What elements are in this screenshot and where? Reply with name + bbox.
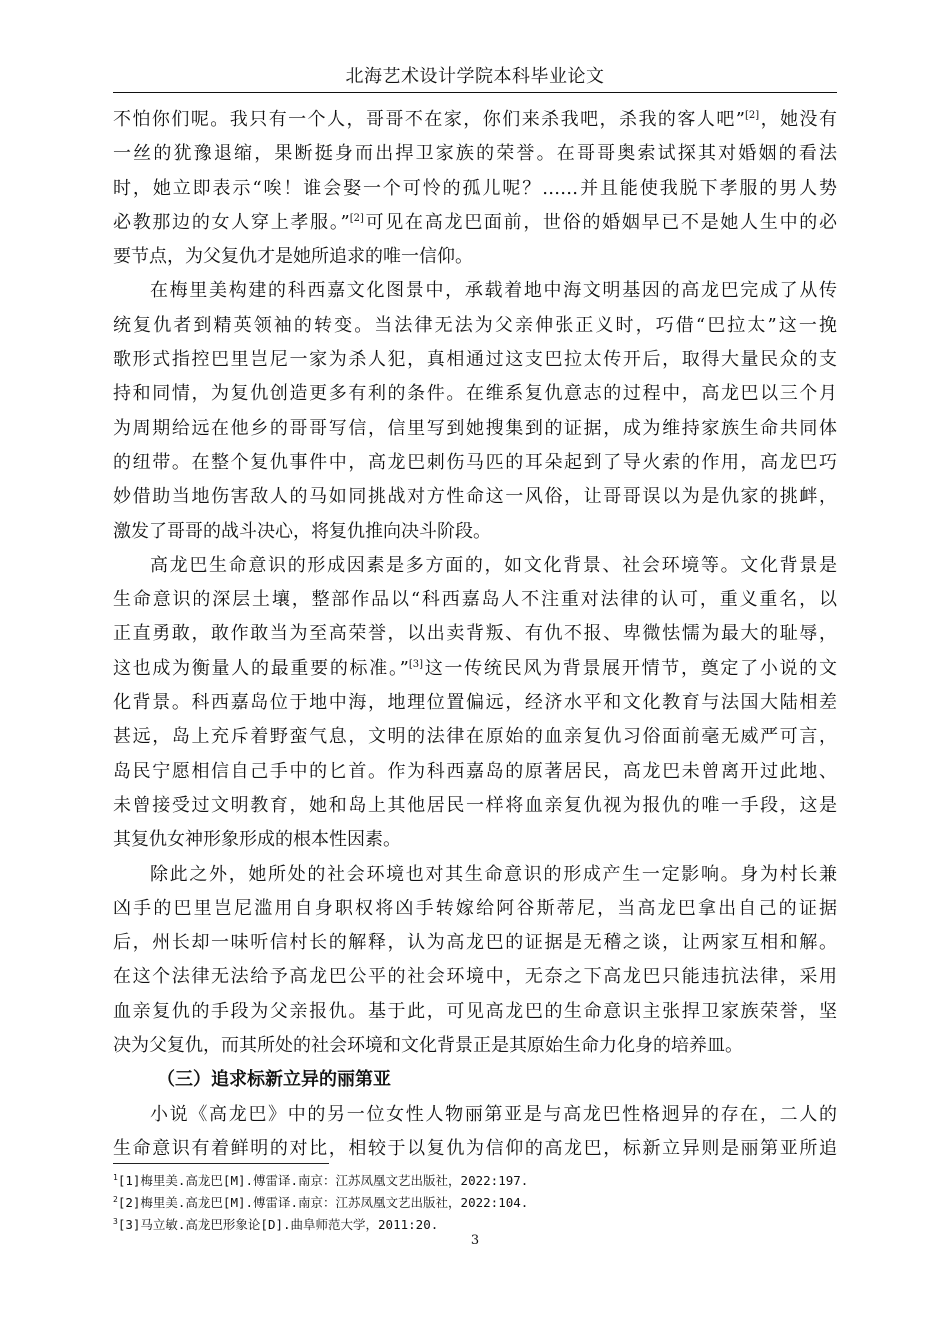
page-header-title: 北海艺术设计学院本科毕业论文	[345, 66, 605, 87]
footnote: $^3$[3]马立敏.高龙巴形象论[D].曲阜师范大学，2011:20.	[113, 1217, 439, 1232]
text-line: 必教那边的女人穿上孝服。”[2]可见在高龙巴面前，世俗的婚姻早已不是她人生中的必	[113, 211, 837, 233]
text-line: 为周期给远在他乡的哥哥写信，信里写到她搜集到的证据，成为维持家族生命共同体	[113, 417, 837, 439]
text-line: 血亲复仇的手段为父亲报仇。基于此，可见高龙巴的生命意识主张捍卫家族荣誉，坚	[113, 1000, 837, 1022]
citation-mark: [2]	[744, 110, 760, 121]
text-line: 未曾接受过文明教育，她和岛上其他居民一样将血亲复仇视为报仇的唯一手段，这是	[113, 794, 837, 816]
text-line: 持和同情，为复仇创造更多有利的条件。在维系复仇意志的过程中，高龙巴以三个月	[113, 383, 837, 405]
text-line: 正直勇敢，敢作敢当为至高荣誉，以出卖背叛、有仇不报、卑微怯懦为最大的耻辱，	[113, 623, 837, 645]
text-line: 这也成为衡量人的最重要的标准。”[3]这一传统民风为背景展开情节，奠定了小说的文	[113, 657, 837, 679]
paragraph-first-line: 除此之外，她所处的社会环境也对其生命意识的形成产生一定影响。身为村长兼	[150, 863, 837, 885]
footnote-separator	[113, 1163, 329, 1164]
text-line: 在这个法律无法给予高龙巴公平的社会环境中，无奈之下高龙巴只能违抗法律，采用	[113, 966, 837, 988]
text-line: 后，州长却一味听信村长的解释，认为高龙巴的证据是无稽之谈，让两家互相和解。	[113, 932, 837, 954]
text-line: 激发了哥哥的战斗决心，将复仇推向决斗阶段。	[113, 520, 491, 542]
footnote: $^1$[1]梅里美.高龙巴[M].傅雷译.南京：江苏凤凰文艺出版社，2022:197.	[113, 1173, 529, 1188]
section-heading: （三）追求标新立异的丽第亚	[157, 1069, 391, 1091]
text-line: 歌形式指控巴里岂尼一家为杀人犯，真相通过这支巴拉太传开后，取得大量民众的支	[113, 349, 837, 371]
citation-mark: [2]	[349, 212, 364, 224]
text-line: 决为父复仇，而其所处的社会环境和文化背景正是其原始生命力化身的培养皿。	[113, 1035, 743, 1057]
paragraph-first-line: 高龙巴生命意识的形成因素是多方面的，如文化背景、社会环境等。文化背景是	[150, 554, 837, 576]
text-line: 一丝的犹豫退缩，果断挺身而出捍卫家族的荣誉。在哥哥奥索试探其对婚姻的看法	[113, 143, 837, 165]
text-line: 甚远，岛上充斥着野蛮气息，文明的法律在原始的血亲复仇习俗面前毫无威严可言，	[113, 726, 837, 748]
text-line: 妙借助当地伤害敌人的马如同挑战对方性命这一风俗，让哥哥误以为是仇家的挑衅，	[113, 486, 837, 508]
paragraph-first-line: 在梅里美构建的科西嘉文化图景中，承载着地中海文明基因的高龙巴完成了从传	[150, 280, 837, 302]
text-line: 要节点，为父复仇才是她所追求的唯一信仰。	[113, 246, 473, 268]
paragraph-first-line: 小说《高龙巴》中的另一位女性人物丽第亚是与高龙巴性格迥异的存在，二人的	[150, 1103, 837, 1125]
body-text	[113, 103, 837, 1166]
text-line: 不怕你们呢。我只有一个人，哥哥不在家，你们来杀我吧，杀我的客人吧”[2]，她没有	[113, 109, 838, 130]
citation-mark: [3]	[408, 658, 424, 670]
text-line: 化背景。科西嘉岛位于地中海，地理位置偏远，经济水平和文化教育与法国大陆相差	[113, 692, 837, 714]
footnotes	[113, 1170, 837, 1236]
text-line: 岛民宁愿相信自己手中的匕首。作为科西嘉岛的原著居民，高龙巴未曾离开过此地、	[113, 760, 837, 782]
text-line: 其复仇女神形象形成的根本性因素。	[113, 829, 401, 851]
text-line: 的纽带。在整个复仇事件中，高龙巴刺伤马匹的耳朵起到了导火索的作用，高龙巴巧	[113, 451, 837, 473]
text-line: 生命意识有着鲜明的对比，相较于以复仇为信仰的高龙巴，标新立异则是丽第亚所追	[113, 1137, 837, 1159]
text-line: 时，她立即表示“唉！谁会娶一个可怜的孤儿呢？……并且能使我脱下孝服的男人势	[113, 177, 837, 199]
text-line: 生命意识的深层土壤，整部作品以“科西嘉岛人不注重对法律的认可，重义重名，以	[113, 589, 837, 611]
text-line: 统复仇者到精英领袖的转变。当法律无法为父亲伸张正义时，巧借“巴拉太”这一挽	[113, 314, 837, 336]
footnote: $^2$[2]梅里美.高龙巴[M].傅雷译.南京：江苏凤凰文艺出版社，2022:104.	[113, 1195, 529, 1210]
header-rule	[113, 92, 837, 93]
page-number: 3	[470, 1233, 480, 1248]
text-line: 凶手的巴里岂尼滥用自身职权将凶手转嫁给阿谷斯蒂尼，当高龙巴拿出自己的证据	[113, 897, 837, 919]
